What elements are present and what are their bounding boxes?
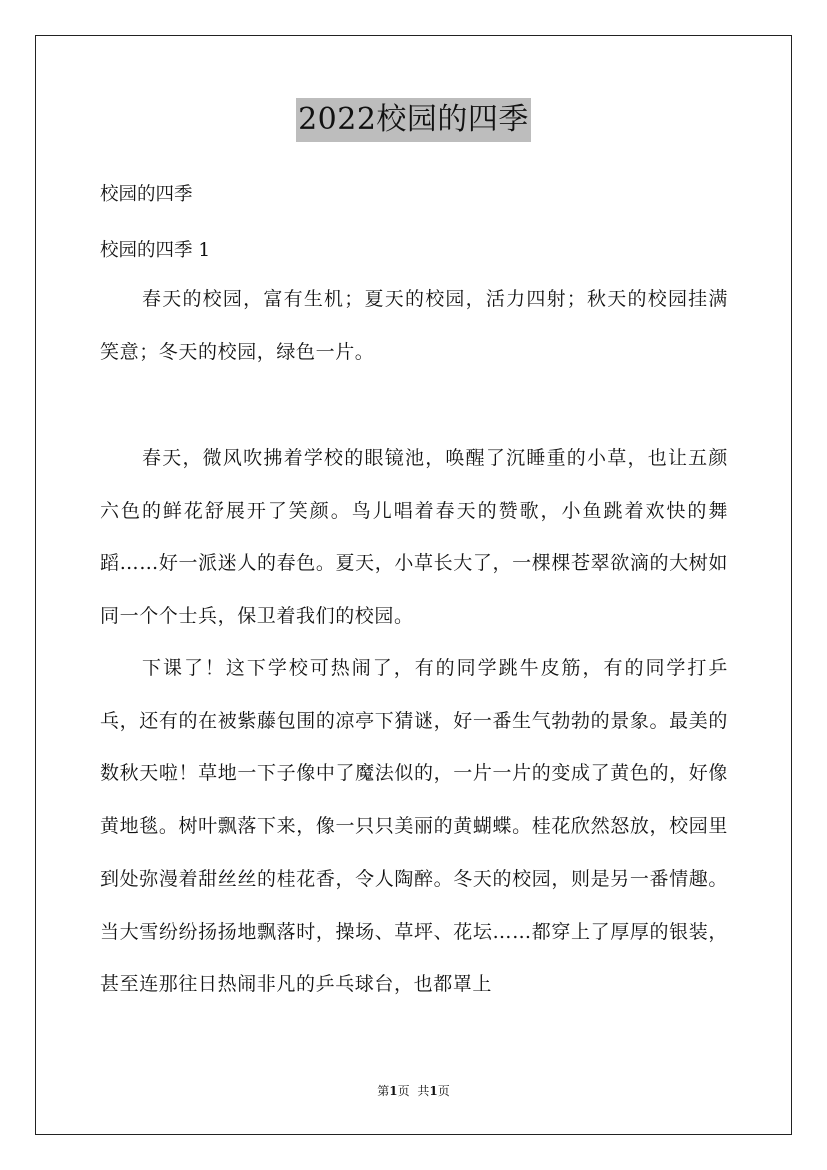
total-prefix: 共 bbox=[417, 1084, 430, 1098]
page-suffix: 页 bbox=[397, 1084, 410, 1098]
paragraph-autumn-winter: 下课了！这下学校可热闹了，有的同学跳牛皮筋，有的同学打乒乓，还有的在被紫藤包围的凉亭下猜谜，好一番生气勃勃的景象。最美的数秋天啦！草地一下子像中了魔法似的，一片一片的变成了黄色的，好像黄地毯。树叶飘落下来，像一只只美丽的黄蝴蝶。桂花欣然怒放，校园里到处弥漫着甜丝丝的桂花香，令人陶醉。冬天的校园，则是另一番情趣。当大雪纷纷扬扬地飘落时，操场、草坪、花坛……都穿上了厚厚的银装，甚至连那往日热闹非凡的乒乓球台，也都罩上 bbox=[100, 657, 728, 996]
document-title: 2022校园的四季 bbox=[296, 98, 531, 142]
total-pages: 1 bbox=[429, 1084, 438, 1098]
section-heading: 校园的四季 1 bbox=[100, 240, 211, 261]
total-suffix: 页 bbox=[437, 1084, 450, 1098]
page-prefix: 第 bbox=[377, 1084, 390, 1098]
title-container bbox=[0, 98, 827, 142]
document-subtitle: 校园的四季 bbox=[100, 184, 193, 205]
page-footer bbox=[0, 1082, 827, 1099]
paragraph-spring-summer: 春天，微风吹拂着学校的眼镜池，唤醒了沉睡重的小草，也让五颜六色的鲜花舒展开了笑颜。鸟儿唱着春天的赞歌，小鱼跳着欢快的舞蹈……好一派迷人的春色。夏天，小草长大了，一棵棵苍翠欲滴的大树如同一个个士兵，保卫着我们的校园。 bbox=[100, 447, 728, 628]
page-number: 1 bbox=[389, 1084, 398, 1098]
paragraph-intro: 春天的校园，富有生机；夏天的校园，活力四射；秋天的校园挂满笑意；冬天的校园，绿色一片。 bbox=[100, 288, 728, 363]
